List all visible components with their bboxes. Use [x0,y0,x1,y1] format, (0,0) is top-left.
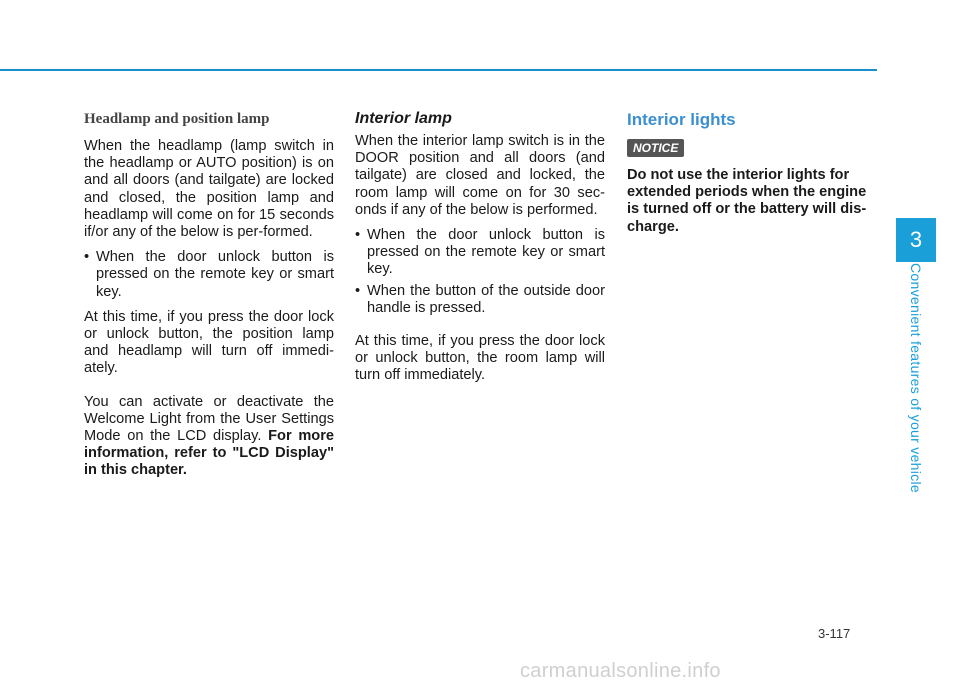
section-heading-interior-lights: Interior lights [627,110,736,129]
list-item-text: When the door unlock button is pressed on the remote key or smart key. [96,249,334,300]
column-interior-lights [627,108,877,244]
watermark: carmanualsonline.info [520,660,721,682]
paragraph: At this time, if you press the door lock or unlock button, the room lamp will turn off immediately. [355,333,605,384]
column-headlamp [84,108,334,488]
notice-badge: NOTICE [627,139,684,157]
list-item [355,227,605,279]
chapter-tab: 3 [896,218,936,262]
header-rule [0,69,877,71]
section-heading-interior-lamp: Interior lamp [355,110,452,127]
reference-note: For more information, refer to "LCD Display" in this chapter. [84,428,334,479]
paragraph [84,394,334,480]
bullet-list [84,249,334,301]
paragraph: When the headlamp (lamp switch in the headlamp or AUTO position) is on and all doors (and tailgate) are locked and closed, the position lamp and headlamp will come on for 15 seconds if/or any of the below is per-formed. [84,138,334,241]
list-item-text: When the door unlock button is pressed on the remote key or smart key. [367,227,605,278]
section-heading-headlamp: Headlamp and position lamp [84,111,270,127]
notice-text: Do not use the interior lights for extended periods when the engine is turned off or the battery will dis-charge. [627,167,867,235]
list-item [355,283,605,317]
list-item-text: When the button of the outside door handle is pressed. [367,282,605,316]
paragraph: At this time, if you press the door lock or unlock button, the position lamp and headlamp will turn off immedi-ately. [84,308,334,377]
page-number: 3-117 [818,626,851,641]
bullet-icon: • [84,249,90,266]
chapter-title: Convenient features of your vehicle [908,263,924,493]
column-interior-lamp [355,108,605,393]
list-item [84,249,334,301]
paragraph-text: You can activate or deactivate the Welcome Light from the User Settings Mode on the LCD display. [84,393,334,445]
paragraph: When the interior lamp switch is in the DOOR position and all doors (and tailgate) are closed and locked, the room lamp will come on for 30 sec-onds if any of the below is performed. [355,133,605,218]
bullet-icon: • [355,227,361,244]
bullet-list [355,227,605,317]
bullet-icon: • [355,282,361,299]
